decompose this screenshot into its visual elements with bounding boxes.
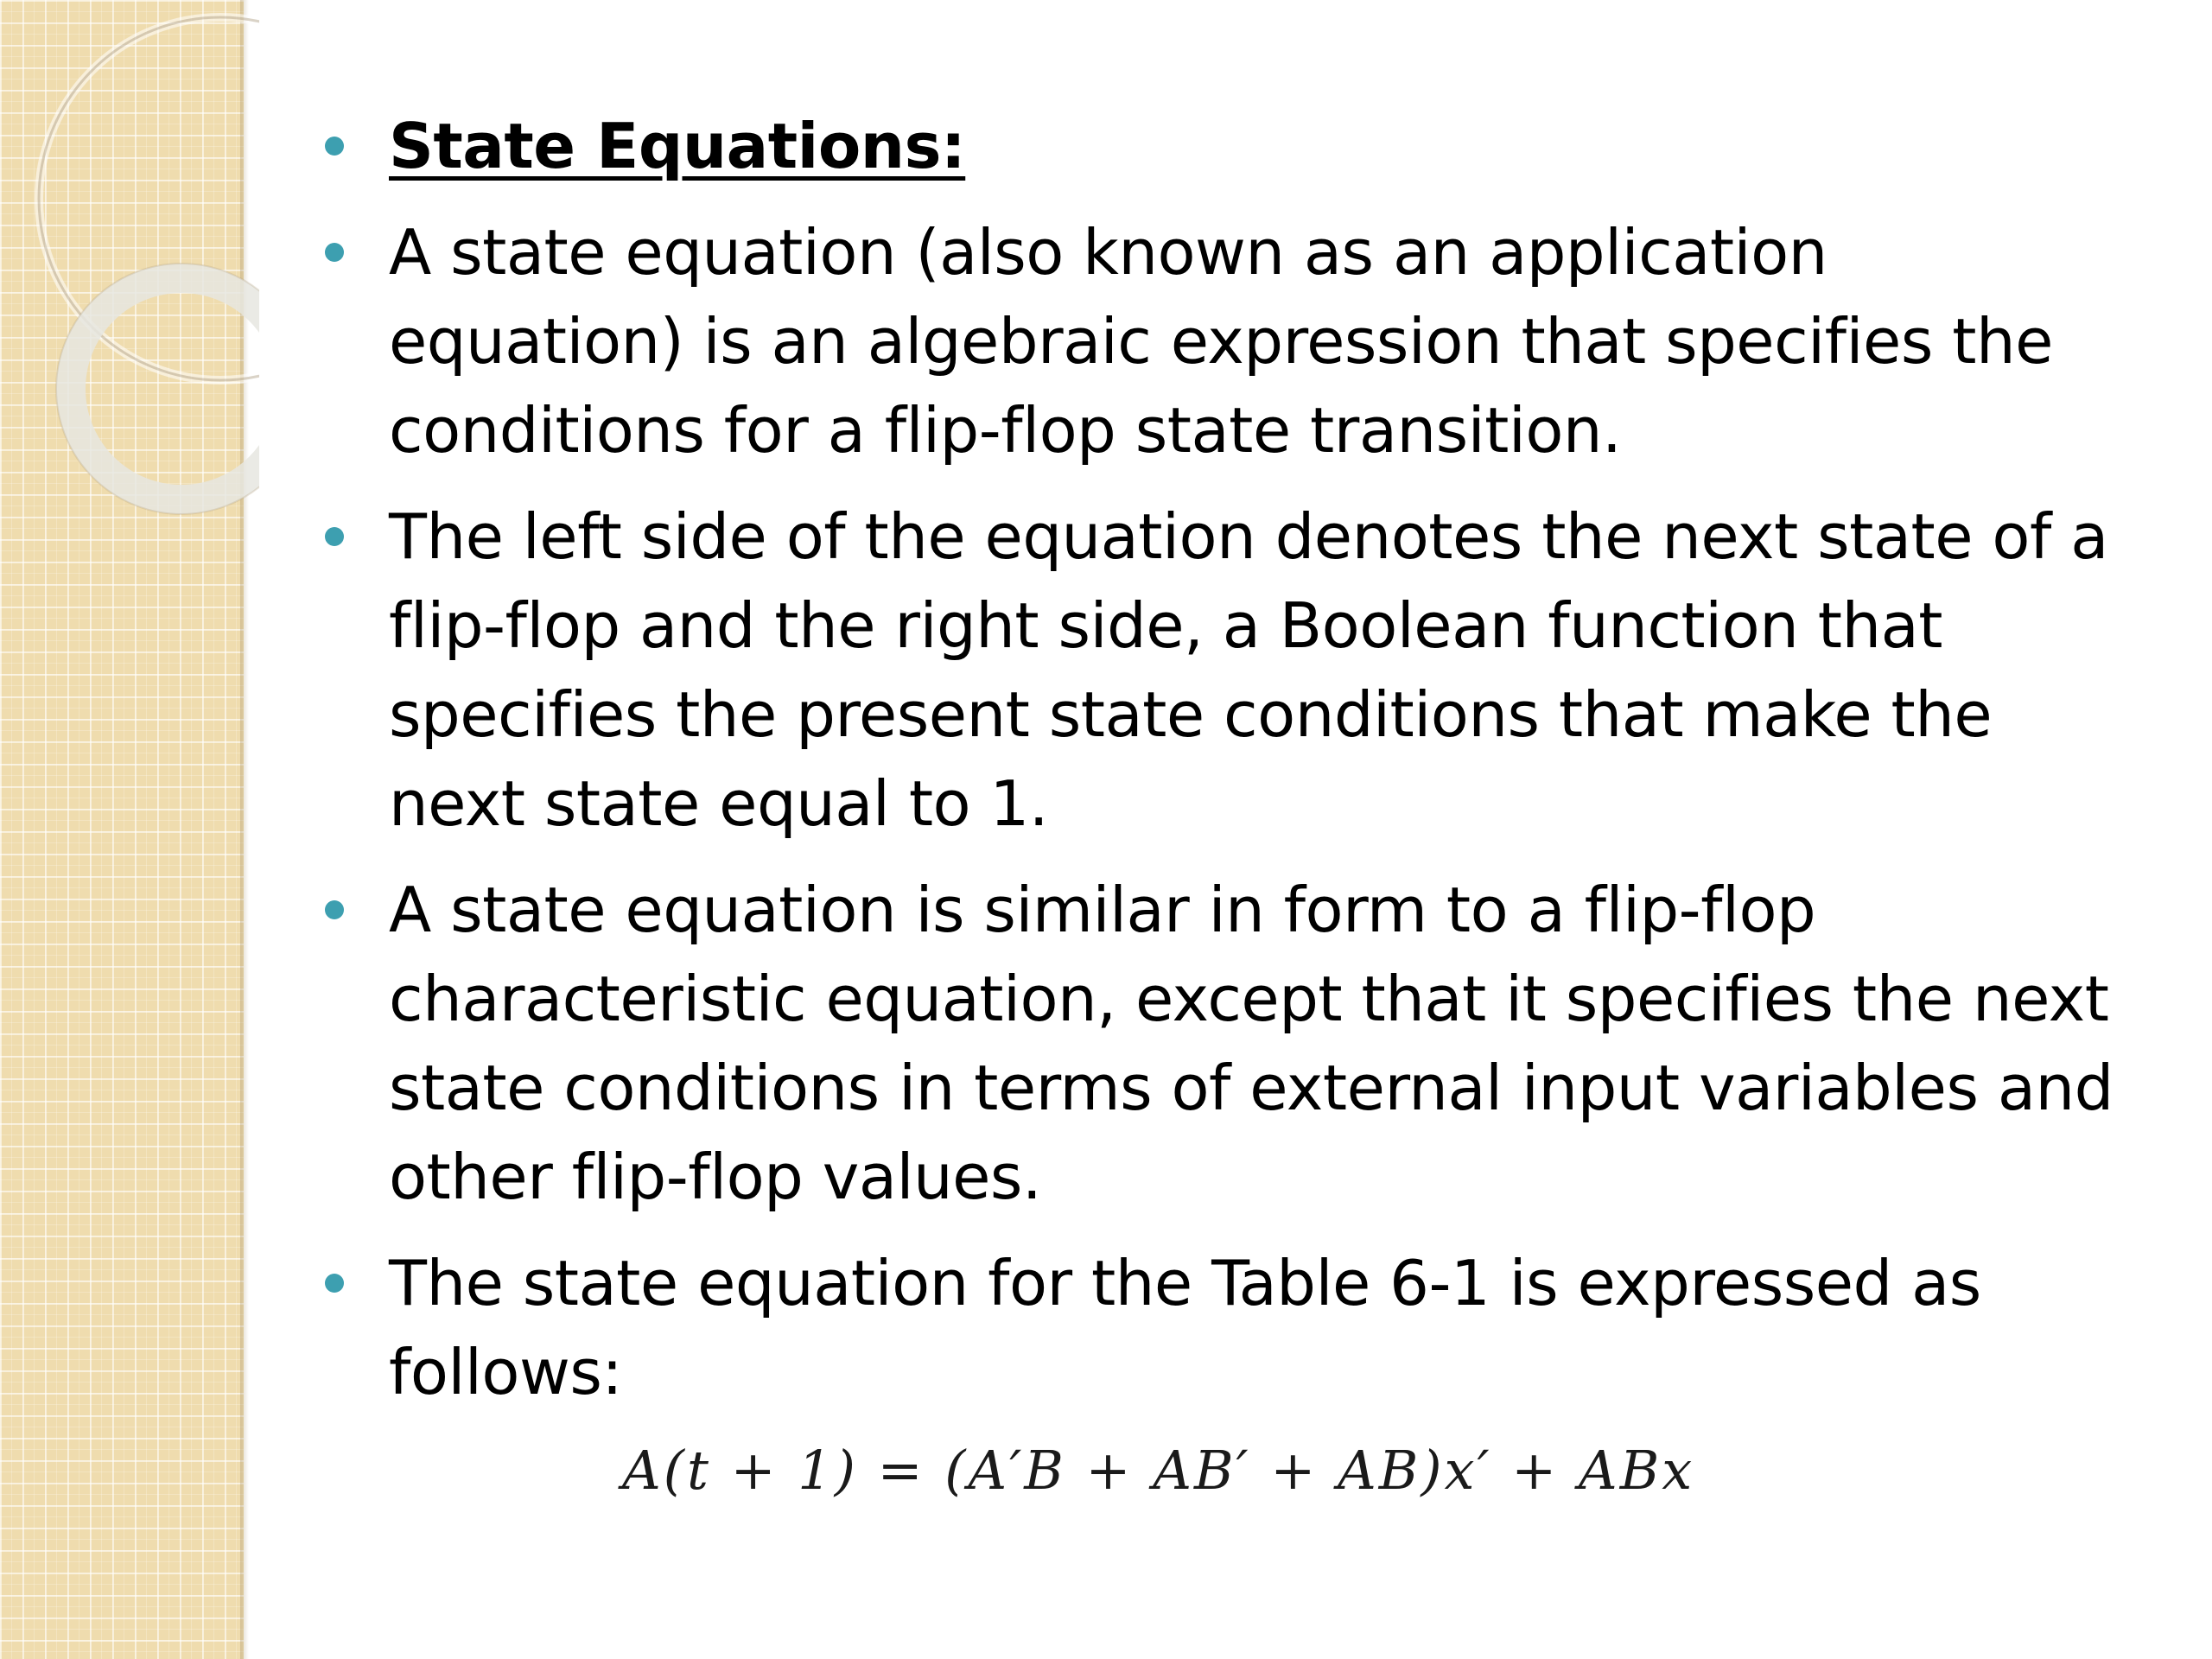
bullet-text: The state equation for the Table 6-1 is expressed as follows: bbox=[389, 1247, 1981, 1408]
state-equation: A(t + 1) = (A′B + AB′ + AB)x′ + ABx bbox=[622, 1439, 1695, 1502]
slide-content bbox=[311, 102, 2134, 1434]
bullet-similar-form bbox=[311, 866, 2134, 1222]
bullet-definition bbox=[311, 208, 2134, 475]
decorative-rings bbox=[0, 0, 259, 553]
bullet-dot-icon bbox=[325, 527, 344, 546]
bullet-list bbox=[311, 102, 2134, 1417]
heading-text: State Equations: bbox=[389, 110, 966, 182]
bullet-left-right-side bbox=[311, 493, 2134, 849]
bullet-text: A state equation (also known as an application equation) is an algebraic expression that specifies the conditions for a flip-flop state transition. bbox=[389, 216, 2053, 467]
bullet-dot-icon bbox=[325, 1274, 344, 1293]
bullet-text: A state equation is similar in form to a flip-flop characteristic equation, except that it specifies the next state conditions in terms of external input variables and other flip-flop values. bbox=[389, 874, 2113, 1213]
bullet-table-equation bbox=[311, 1239, 2134, 1417]
bullet-dot-icon bbox=[325, 900, 344, 919]
bullet-heading bbox=[311, 102, 2134, 191]
bullet-dot-icon bbox=[325, 137, 344, 156]
bullet-dot-icon bbox=[325, 243, 344, 262]
bullet-text: The left side of the equation denotes the next state of a flip-flop and the right side, a Boolean function that specifies the present state conditions that make the next state equal to 1. bbox=[389, 500, 2108, 840]
